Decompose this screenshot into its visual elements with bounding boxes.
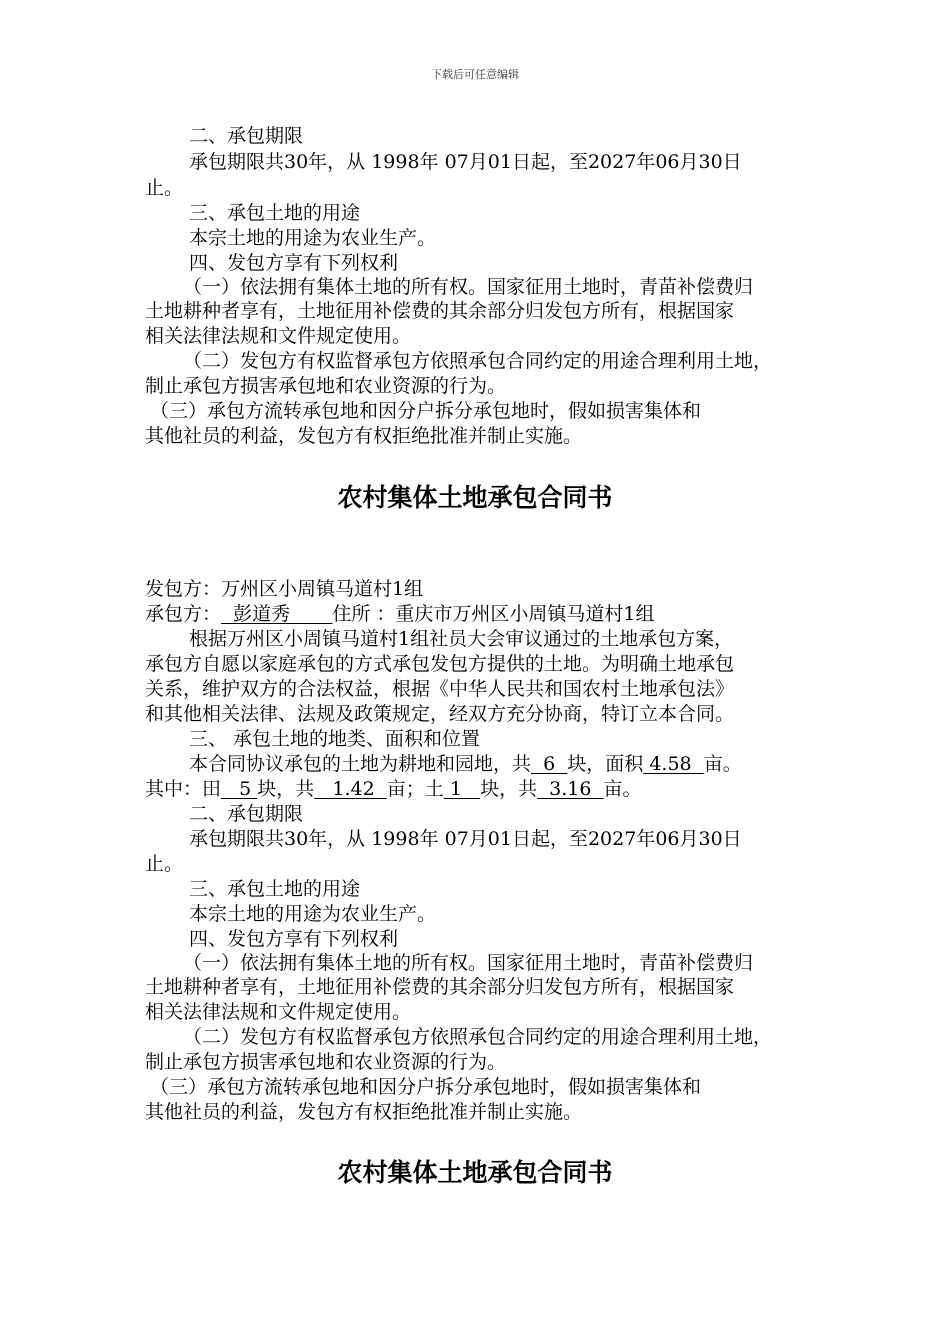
right-1-line-3: 相关法律法规和文件规定使用。 [145,325,412,347]
term-heading: 二、承包期限 [189,803,304,825]
term-text: 承包期限共30年，从 1998年 07月01日起，至2027年06月30日 [189,828,742,850]
right-1-line-2: 土地耕种者享有，土地征用补偿费的其余部分归发包方所有，根据国家 [145,300,735,322]
field-area: 1.42 [314,778,387,800]
rights-heading: 四、发包方享有下列权利 [189,252,399,274]
term-text: 承包期限共30年，从 1998年 07月01日起，至2027年06月30日 [189,151,742,173]
use-heading: 三、承包土地的用途 [189,878,361,900]
dry-area: 3.16 [537,778,604,800]
right-3-line-2: 其他社员的利益，发包方有权拒绝批准并制止实施。 [145,1101,583,1123]
land-text: 亩；土 [386,778,444,800]
land-line-2 [145,777,642,801]
dry-block-count: 1 [443,778,481,800]
right-3-line-1: （三）承包方流转承包地和因分户拆分承包地时，假如损害集体和 [150,400,702,422]
intro-line-2: 承包方自愿以家庭承包的方式承包发包方提供的土地。为明确土地承包 [145,653,735,675]
use-text: 本宗土地的用途为农业生产。 [189,227,437,249]
block-count-field: 6 [531,753,568,775]
contractor-line [145,602,655,626]
land-text: 块，面积 [567,753,644,775]
land-text: 本合同协议承包的土地为耕地和园地，共 [189,753,532,775]
right-2-line-1: （二）发包方有权监督承包方依照承包合同约定的用途合理利用土地， [183,350,773,372]
use-text: 本宗土地的用途为农业生产。 [189,903,437,925]
land-heading: 三、 承包土地的地类、面积和位置 [189,728,481,750]
intro-line-4: 和其他相关法律、法规及政策规定，经双方充分协商，特订立本合同。 [145,703,735,725]
right-3-line-1: （三）承包方流转承包地和因分户拆分承包地时，假如损害集体和 [150,1076,702,1098]
right-2-line-1: （二）发包方有权监督承包方依照承包合同约定的用途合理利用土地， [183,1026,773,1048]
field-block-count: 5 [221,778,258,800]
land-text: 亩。 [603,778,642,800]
right-2-line-2: 制止承包方损害承包地和农业资源的行为。 [145,1051,507,1073]
right-1-line-3: 相关法律法规和文件规定使用。 [145,1001,412,1023]
land-text: 块，共 [480,778,538,800]
right-1-line-1: （一）依法拥有集体土地的所有权。国家征用土地时，青苗补偿费归 [183,952,754,974]
land-text: 其中：田 [145,778,222,800]
page-header-note: 下载后可任意编辑 [431,68,519,81]
intro-line-1: 根据万州区小周镇马道村1组社员大会审议通过的土地承包方案， [189,628,734,650]
right-1-line-1: （一）依法拥有集体土地的所有权。国家征用土地时，青苗补偿费归 [183,276,754,298]
land-text: 块，共 [257,778,315,800]
rights-heading: 四、发包方享有下列权利 [189,928,399,950]
issuer-line: 发包方：万州区小周镇马道村1组 [145,578,424,600]
contractor-name-field: 彭道秀 [221,603,333,625]
use-heading: 三、承包土地的用途 [189,202,361,224]
right-3-line-2: 其他社员的利益，发包方有权拒绝批准并制止实施。 [145,425,583,447]
right-1-line-2: 土地耕种者享有，土地征用补偿费的其余部分归发包方所有，根据国家 [145,976,735,998]
term-text-end: 止。 [145,853,184,875]
term-heading: 二、承包期限 [189,125,304,147]
term-text-end: 止。 [145,177,184,199]
contract-title: 农村集体土地承包合同书 [337,483,613,512]
land-text: 亩。 [703,753,742,775]
intro-line-3: 关系，维护双方的合法权益，根据《中华人民共和国农村土地承包法》 [145,678,735,700]
area-field: 4.58 [643,753,704,775]
contractor-label: 承包方： [145,603,222,625]
contract-title: 农村集体土地承包合同书 [337,1158,613,1187]
land-line-1 [189,752,742,776]
right-2-line-2: 制止承包方损害承包地和农业资源的行为。 [145,375,507,397]
contractor-address: 住所 ：重庆市万州区小周镇马道村1组 [332,603,655,625]
